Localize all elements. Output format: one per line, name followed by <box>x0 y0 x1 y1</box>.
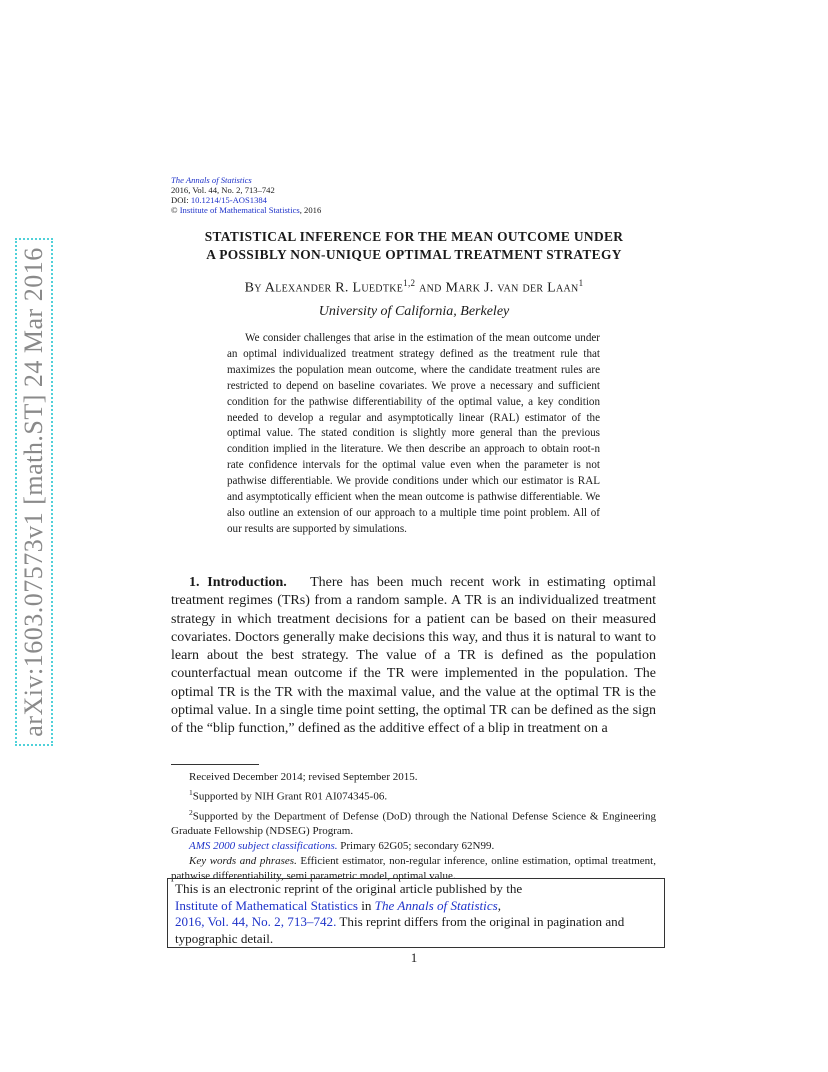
reprint-text-2: in <box>357 897 375 913</box>
arxiv-identifier: arXiv:1603.07573v1 [math.ST] 24 Mar 2016 <box>19 247 48 737</box>
keywords-label: Key words and phrases. <box>189 855 297 868</box>
footnotes <box>171 770 656 884</box>
reprint-volume-link[interactable]: 2016, Vol. 44, No. 2, 713–742. <box>175 914 337 930</box>
title-line-2: A POSSIBLY NON-UNIQUE OPTIMAL TREATMENT STRATEGY <box>206 246 622 262</box>
ams-codes: Primary 62G05; secondary 62N99. <box>337 840 495 853</box>
arxiv-stamp <box>15 238 53 746</box>
reprint-text-3: , <box>497 897 502 913</box>
journal-name-link[interactable]: The Annals of Statistics <box>171 175 252 185</box>
keywords-text: Efficient estimator, non-regular inference, online estimation, optimal treatment, pathwise differentiability, semi parametric model, optimal value. <box>171 855 656 883</box>
footnote-2-text: Supported by the Department of Defense (DoD) through the National Defense Science & Engineering Graduate Fellowship (NDSEG) Program. <box>171 810 656 838</box>
reprint-text-4: This reprint differs from the original in pagination and typographic detail. <box>175 914 625 946</box>
reprint-journal-link[interactable]: The Annals of Statistics <box>374 897 498 913</box>
reprint-text-1: This is an electronic reprint of the original article published by the <box>175 881 523 896</box>
doi-line <box>171 195 321 205</box>
copyright-icon: © <box>171 205 178 215</box>
received-note: Received December 2014; revised September 2015. <box>189 771 418 783</box>
title-line-1: STATISTICAL INFERENCE FOR THE MEAN OUTCOME UNDER <box>204 229 624 244</box>
doi-prefix: DOI: <box>171 195 191 205</box>
doi-link[interactable]: 10.1214/15-AOS1384 <box>190 195 267 205</box>
introduction-paragraph <box>171 574 656 739</box>
paper-title <box>150 228 678 263</box>
footnote-1-text: Supported by NIH Grant R01 AI074345-06. <box>192 790 388 803</box>
footnote-2 <box>171 805 656 840</box>
journal-volume: 2016, Vol. 44, No. 2, 713–742 <box>171 185 275 195</box>
author-2-affil: 1 <box>578 278 584 288</box>
copyright-line <box>171 205 321 215</box>
ims-link[interactable]: Institute of Mathematical Statistics <box>179 205 300 215</box>
footnote-1 <box>171 785 656 805</box>
author-1: By Alexander R. Luedtke <box>244 280 404 296</box>
author-2: and Mark J. van der Laan <box>415 280 579 296</box>
footnote-2-mark: 2 <box>189 807 193 817</box>
ams-classification <box>171 839 656 854</box>
page-number: 1 <box>410 950 418 965</box>
copyright-year: , 2016 <box>299 205 322 215</box>
abstract: We consider challenges that arise in the estimation of the mean outcome under an optimal individualized treatment strategy defined as the treatment rule that maximizes the population mean outcome, where the candidate treatment rules are restricted to depend on baseline covariates. We prove a necessary and sufficient condition for the pathwise differentiability of the optimal value, a key condition needed to develop a regular and asymptotically linear (RAL) estimator of the optimal value. The stated condition is slightly more general than the previous condition implied in the literature. We then describe an approach to obtain root-n rate confidence intervals for the optimal value even when the parameter is not pathwise differentiable. We provide conditions under which our estimator is RAL and asymptotically efficient when the mean outcome is pathwise differentiable. We also outline an extension of our approach to a multiple time point problem. All of our results are supported by simulations. <box>227 332 600 535</box>
reprint-ims-link[interactable]: Institute of Mathematical Statistics <box>175 897 358 913</box>
footnote-1-mark: 1 <box>189 788 193 797</box>
footnote-rule <box>171 764 259 765</box>
intro-text: There has been much recent work in estimating optimal treatment regimes (TRs) from a random sample. A TR is an individualized treatment strategy in which treatment decisions for a patient can be based on their measured covariates. Doctors generally make decisions this way, and thus it is natural to want to learn about the best strategy. The value of a TR is defined as the population counterfactual mean outcome if the TR were implemented in the population. The optimal TR is the TR with the maximal value, and the value at the optimal TR is the optimal value. In a single time point setting, the optimal TR can be defined as the sign of the “blip function,” defined as the additive effect of a blip in treatment on a <box>171 575 656 737</box>
affiliation: University of California, Berkeley <box>318 304 510 319</box>
reprint-notice <box>167 878 665 948</box>
author-1-affil: 1,2 <box>403 278 416 288</box>
journal-header <box>171 175 321 215</box>
section-heading: 1. Introduction. <box>189 575 287 590</box>
author-line <box>150 278 678 297</box>
ams-link[interactable]: AMS 2000 subject classifications. <box>189 840 338 853</box>
